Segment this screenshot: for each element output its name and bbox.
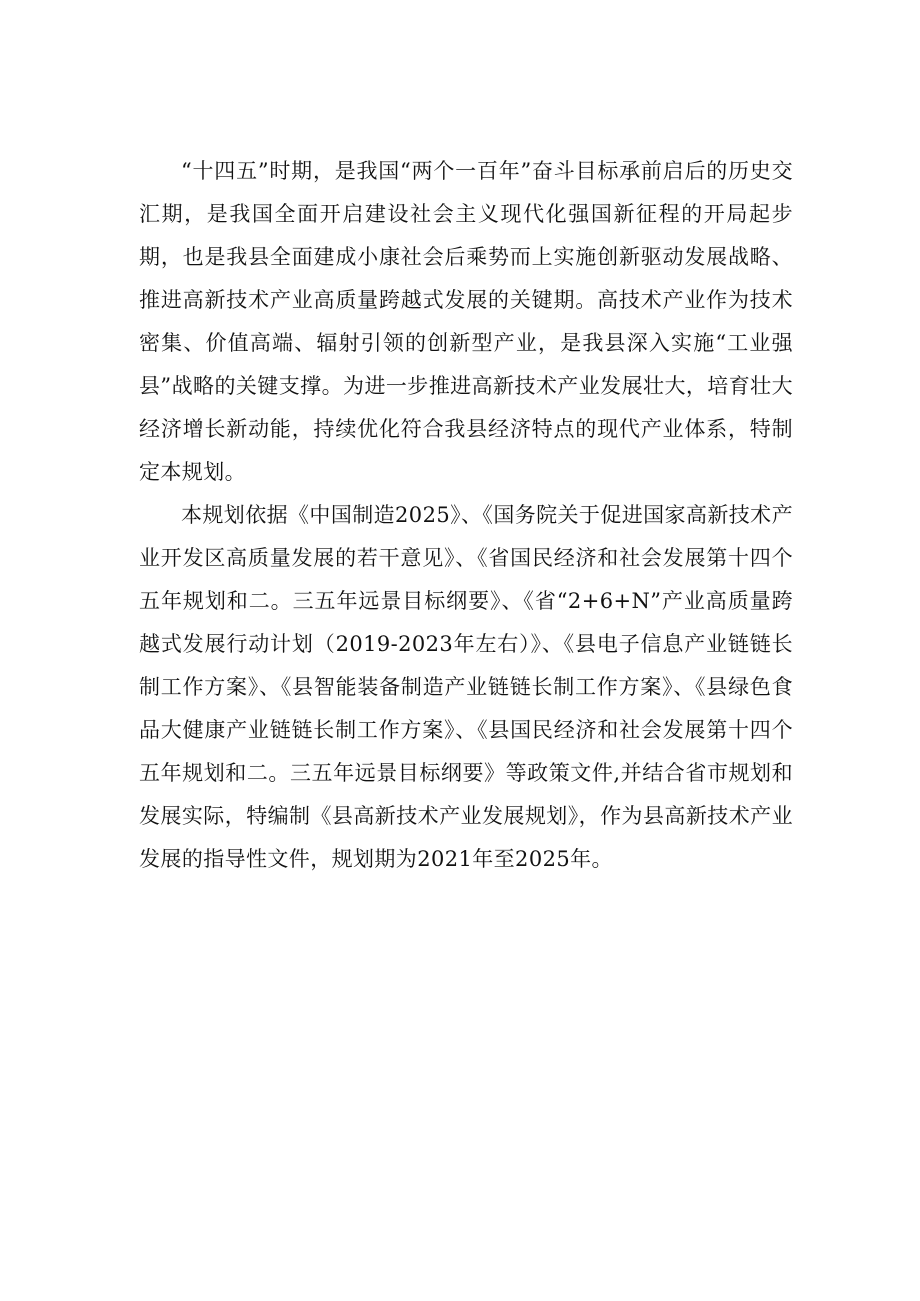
text-line: 高技术产业作为技术密集、价值高端、辐射引领的创新型产业， [139, 288, 793, 355]
text-line: 的开局起步期，也是我县全面建成小康社会后乘势而上实施创新 [139, 202, 793, 269]
text-line: “2+6+N”产业高质量跨越式发展行动计划（2019-2023年左 [139, 589, 793, 656]
text-line: 制工作方案》、《县国民经济和社会发展第十四个五年规划和二。 [139, 718, 793, 785]
text-line: 的历史交汇期，是我国全面开启建设社会主义现代化强国新征程 [139, 159, 793, 226]
document-body [139, 150, 793, 881]
text-line: 技术产业开发区高质量发展的若干意见》、《省国民经济和社会 [139, 503, 793, 570]
text-line: 三五年远景目标纲要》等政策文件,并结合省市规划和发展实际， [139, 761, 793, 828]
text-line: 是我县深入实施“工业强县”战略的关键支撑。为进一步推进高 [139, 331, 793, 398]
text-line: 驱动发展战略、推进高新技术产业高质量跨越式发展的关键期。 [139, 245, 793, 312]
text-line: 我县经济特点的现代产业体系，特制定本规划。 [139, 417, 793, 484]
text-line: 新技术产业发展壮大，培育壮大经济增长新动能，持续优化符合 [139, 374, 793, 441]
text-line: 制造产业链链长制工作方案》、《县绿色食品大健康产业链链长 [139, 675, 793, 742]
text-line: 发展第十四个五年规划和二。三五年远景目标纲要》、《省 [139, 546, 794, 613]
paragraph-intro [139, 150, 793, 494]
text-line: 特编制《县高新技术产业发展规划》，作为县高新技术产业发展 [139, 804, 793, 871]
text-line: 右）》、《县电子信息产业链链长制工作方案》、《县智能装备 [139, 632, 793, 699]
text-line: 本规划依据《中国制造2025》、《国务院关于促进国家高新 [181, 503, 729, 527]
text-line: “十四五”时期，是我国“两个一百年”奋斗目标承前启后 [181, 159, 707, 183]
text-line: 的指导性文件，规划期为2021年至2025年。 [181, 847, 613, 871]
paragraph-basis [139, 494, 793, 881]
